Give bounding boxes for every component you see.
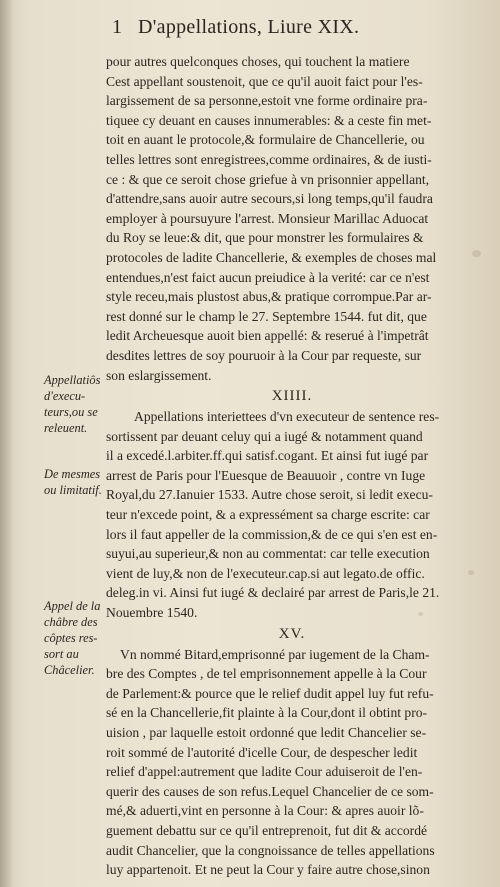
text-line: querir des causes de son refus.Lequel Chancelier de ce som- xyxy=(106,783,434,799)
marginal-line: teurs,ou se xyxy=(44,405,98,419)
text-line: relief d'appel:autrement que ladite Cour aduiseroit de l'en- xyxy=(106,764,423,780)
marginal-line: Châcelier. xyxy=(44,663,95,677)
text-line: ce : & que ce seroit chose griefue à vn prisonnier appellant, xyxy=(106,171,430,187)
paragraph-continued xyxy=(106,52,478,385)
text-line: Appellations interiettees d'vn executeur de sentence res- xyxy=(134,409,440,425)
text-line: Vn nommé Bitard,emprisonné par iugement de la Cham- xyxy=(120,646,430,662)
text-line: sortissent par deuant celuy qui a iugé & notamment quand xyxy=(106,428,423,444)
marginal-line: Appellatiôs xyxy=(44,373,101,387)
marginal-line: releuent. xyxy=(44,421,88,435)
paper-stain xyxy=(418,612,423,616)
text-line: lors il faut appeller de la commission,& de ce qui s'en est en- xyxy=(106,526,438,542)
text-line: sé en la Chancellerie,fit plainte à la Cour,dont il obtint pro- xyxy=(106,705,428,721)
text-line: protocoles de ladite Chancellerie, & exemples de choses mal xyxy=(106,249,437,265)
text-line: largissement de sa personne,estoit vne forme ordinaire pra- xyxy=(106,93,428,109)
text-line: Royal,du 27.Ianuier 1533. Autre chose seroit, si ledit execu- xyxy=(106,487,433,503)
folio-number: 1 xyxy=(112,16,122,38)
section-15-paragraph xyxy=(106,645,478,880)
paper-stain xyxy=(468,570,474,575)
text-line: desdites lettres de soy pouruoir à la Cour par requeste, sur xyxy=(106,347,422,363)
paper-stain xyxy=(472,250,481,257)
section-heading-15: XV. xyxy=(278,625,306,642)
text-line: vient de luy,& non de l'executeur.cap.si aut legato.de offic. xyxy=(106,565,425,581)
text-line: Nouembre 1540. xyxy=(106,605,198,621)
text-line: mé,& aduerti,vint en personne à la Cour: & apres auoir lõ- xyxy=(106,803,424,819)
text-line: suyui,au superieur,& non au commentat: car telle execution xyxy=(106,546,430,562)
marginal-line: Appel de la xyxy=(44,599,101,613)
text-line: il a excedé.l.arbiter.ff.qui satisf.cogant. Et ainsi fut iugé par xyxy=(106,448,429,464)
text-line: du Roy se leue:& dit, que pour monstrer les formulaires & xyxy=(106,230,424,246)
main-text xyxy=(106,52,478,880)
text-line: son eslargissement. xyxy=(106,367,212,383)
text-line: roit sommé de l'autorité d'icelle Cour, de despescher ledit xyxy=(106,744,418,760)
marginal-line: sort au xyxy=(44,647,79,661)
text-line: uision , par laquelle estoit ordonné que ledit Chancelier se- xyxy=(106,725,427,740)
marginal-note-appel-chambre xyxy=(44,598,110,678)
text-line: employer à poursuyure l'arrest. Monsieur Marillac Aduocat xyxy=(106,210,429,226)
text-line: guement debattu sur ce qu'il entreprenoit, fut dit & accordé xyxy=(106,822,428,838)
text-line: d'attendre,sans auoir autre secours,si long temps,qu'il faudra xyxy=(106,191,433,207)
text-line: luy appartenoit. Et ne peut la Cour y faire autre chose,sinon xyxy=(106,862,430,878)
running-head xyxy=(0,6,500,46)
text-line: style receu,mais plustost abus,& pratique corrompue.Par ar- xyxy=(106,289,432,305)
marginal-note-appellations xyxy=(44,372,110,436)
section-heading-14: XIIII. xyxy=(271,388,313,405)
text-line: rest donné sur le champ le 27. Septembre 1544. fut dit, que xyxy=(106,308,427,324)
text-line: ledit Archeuesque auoit bien appellé: & reserué à l'impetrât xyxy=(106,328,429,344)
gutter-shadow xyxy=(0,0,14,887)
text-line: audit Chancelier, que la congnoissance de telles appellations xyxy=(106,842,435,858)
section-14-paragraph xyxy=(106,407,478,623)
text-line: bre des Comptes , de tel emprisonnement appelle à la Cour xyxy=(106,666,427,682)
marginal-line: De mesmes xyxy=(44,467,101,481)
marginal-line: ou limitatif. xyxy=(44,483,102,497)
marginal-line: d'execu- xyxy=(44,389,86,403)
text-line: tiquee cy deuant en causes innumerables: & a ceste fin met- xyxy=(106,112,432,128)
text-line: toit en auant le protocole,& formulaire de Chancellerie, ou xyxy=(106,132,425,148)
marginal-line: châbre des xyxy=(44,615,98,629)
text-line: entendues,n'est faict aucun preiudice à la verité: car ce n'est xyxy=(106,269,430,285)
text-line: de Parlement:& pource que le relief dudit appel luy fut refu- xyxy=(106,685,434,701)
text-line: teur n'excede point, & a expressément sa charge escrite: car xyxy=(106,507,430,523)
text-line: arrest de Paris pour l'Euesque de Beauuoir , contre vn Iuge xyxy=(106,467,426,483)
marginal-note-de-mesmes xyxy=(44,466,110,498)
text-line: Cest appellant soustenoit, que ce qu'il auoit faict pour l'es- xyxy=(106,73,423,89)
text-line: deleg.in vi. Ainsi fut iugé & declairé par arrest de Paris,le 21. xyxy=(106,585,440,601)
text-line: telles lettres sont enregistrees,comme ordinaires, & de iusti- xyxy=(106,151,432,167)
text-line: pour autres quelconques choses, qui touchent la matiere xyxy=(106,54,410,69)
running-title: D'appellations, Liure XIX. xyxy=(138,16,360,38)
marginal-line: côptes res- xyxy=(44,631,98,645)
